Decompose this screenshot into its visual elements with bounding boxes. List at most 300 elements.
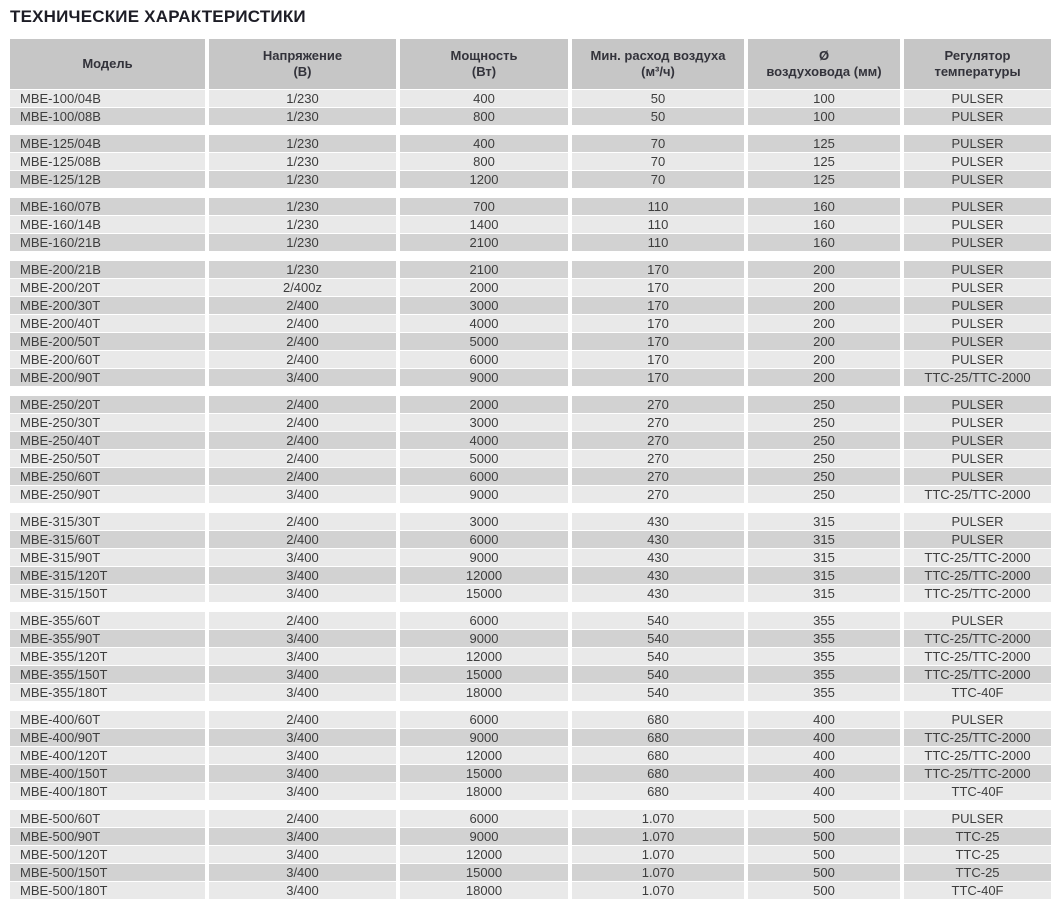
cell-model: MBE-250/50T [10,450,205,467]
cell-power: 15000 [400,585,568,602]
page-title: ТЕХНИЧЕСКИЕ ХАРАКТЕРИСТИКИ [10,7,306,26]
cell-model: MBE-400/150T [10,765,205,782]
cell-model: MBE-500/60T [10,810,205,827]
cell-airflow: 170 [572,279,744,296]
cell-airflow: 270 [572,414,744,431]
cell-duct: 355 [748,684,900,701]
cell-power: 6000 [400,810,568,827]
cell-model: MBE-500/180T [10,882,205,899]
cell-regulator: PULSER [904,711,1051,728]
cell-duct: 400 [748,783,900,800]
table-row [10,846,1051,863]
cell-regulator: TTC-25 [904,846,1051,863]
cell-model: MBE-250/40T [10,432,205,449]
table-row [10,747,1051,764]
cell-duct: 125 [748,135,900,152]
cell-voltage: 2/400 [209,432,396,449]
column-header-power-label2: (Вт) [471,64,497,79]
cell-duct: 250 [748,486,900,503]
cell-model: MBE-500/90T [10,828,205,845]
cell-voltage: 1/230 [209,135,396,152]
cell-duct: 500 [748,882,900,899]
cell-power: 1400 [400,216,568,233]
cell-power: 18000 [400,882,568,899]
cell-voltage: 2/400 [209,531,396,548]
cell-regulator: PULSER [904,198,1051,215]
cell-voltage: 2/400 [209,414,396,431]
cell-power: 9000 [400,486,568,503]
table-row [10,153,1051,170]
cell-voltage: 1/230 [209,108,396,125]
cell-airflow: 170 [572,369,744,386]
cell-power: 2000 [400,279,568,296]
cell-duct: 200 [748,279,900,296]
cell-voltage: 1/230 [209,171,396,188]
cell-airflow: 1.070 [572,846,744,863]
cell-regulator: PULSER [904,513,1051,530]
cell-duct: 400 [748,729,900,746]
column-header-duct-label: Ø [818,48,830,63]
table-row [10,549,1051,566]
cell-power: 3000 [400,414,568,431]
table-row [10,585,1051,602]
cell-airflow: 70 [572,153,744,170]
table-row [10,684,1051,701]
cell-power: 2000 [400,396,568,413]
cell-regulator: TTC-25/TTC-2000 [904,747,1051,764]
cell-regulator: PULSER [904,153,1051,170]
cell-voltage: 3/400 [209,864,396,881]
cell-power: 9000 [400,828,568,845]
cell-voltage: 3/400 [209,666,396,683]
table-row [10,765,1051,782]
cell-voltage: 2/400 [209,468,396,485]
cell-duct: 250 [748,414,900,431]
cell-duct: 250 [748,468,900,485]
cell-model: MBE-250/60T [10,468,205,485]
cell-model: MBE-315/150T [10,585,205,602]
cell-model: MBE-125/04B [10,135,205,152]
cell-duct: 100 [748,108,900,125]
column-header-regulator-label2: температуры [934,64,1021,79]
cell-duct: 125 [748,153,900,170]
cell-airflow: 680 [572,783,744,800]
cell-power: 12000 [400,747,568,764]
cell-model: MBE-125/12B [10,171,205,188]
cell-regulator: TTC-25/TTC-2000 [904,630,1051,647]
cell-airflow: 1.070 [572,828,744,845]
cell-voltage: 3/400 [209,567,396,584]
cell-regulator: PULSER [904,315,1051,332]
table-row [10,450,1051,467]
cell-duct: 315 [748,585,900,602]
cell-airflow: 170 [572,351,744,368]
cell-model: MBE-125/08B [10,153,205,170]
cell-power: 18000 [400,783,568,800]
cell-regulator: PULSER [904,333,1051,350]
cell-model: MBE-400/180T [10,783,205,800]
cell-power: 12000 [400,846,568,863]
cell-duct: 355 [748,612,900,629]
cell-power: 400 [400,135,568,152]
cell-model: MBE-315/30T [10,513,205,530]
table-row [10,666,1051,683]
cell-airflow: 110 [572,216,744,233]
cell-airflow: 50 [572,108,744,125]
cell-regulator: TTC-40F [904,783,1051,800]
cell-airflow: 70 [572,135,744,152]
cell-voltage: 3/400 [209,747,396,764]
cell-regulator: TTC-25/TTC-2000 [904,666,1051,683]
cell-regulator: TTC-25 [904,828,1051,845]
cell-regulator: TTC-25/TTC-2000 [904,486,1051,503]
cell-regulator: PULSER [904,234,1051,251]
cell-model: MBE-315/120T [10,567,205,584]
cell-duct: 250 [748,396,900,413]
specs-table [10,39,1051,899]
table-row [10,882,1051,899]
table-row [10,108,1051,125]
cell-duct: 160 [748,198,900,215]
table-row [10,783,1051,800]
cell-power: 6000 [400,612,568,629]
cell-duct: 500 [748,864,900,881]
cell-power: 400 [400,90,568,107]
cell-duct: 355 [748,630,900,647]
column-header-model [10,39,205,89]
cell-model: MBE-100/04B [10,90,205,107]
cell-voltage: 3/400 [209,486,396,503]
cell-voltage: 1/230 [209,153,396,170]
cell-voltage: 3/400 [209,549,396,566]
cell-duct: 400 [748,711,900,728]
cell-voltage: 1/230 [209,90,396,107]
cell-power: 3000 [400,297,568,314]
table-row [10,333,1051,350]
cell-power: 1200 [400,171,568,188]
cell-model: MBE-200/20T [10,279,205,296]
cell-duct: 200 [748,261,900,278]
cell-model: MBE-355/60T [10,612,205,629]
cell-duct: 500 [748,828,900,845]
table-row [10,432,1051,449]
cell-power: 12000 [400,648,568,665]
cell-regulator: PULSER [904,261,1051,278]
cell-airflow: 70 [572,171,744,188]
table-row [10,396,1051,413]
cell-airflow: 270 [572,486,744,503]
cell-power: 18000 [400,684,568,701]
cell-duct: 355 [748,648,900,665]
cell-model: MBE-200/60T [10,351,205,368]
cell-voltage: 3/400 [209,765,396,782]
cell-power: 3000 [400,513,568,530]
cell-voltage: 2/400 [209,513,396,530]
cell-regulator: PULSER [904,468,1051,485]
cell-model: MBE-500/120T [10,846,205,863]
cell-power: 6000 [400,531,568,548]
table-row [10,612,1051,629]
cell-duct: 500 [748,846,900,863]
cell-regulator: PULSER [904,396,1051,413]
cell-regulator: PULSER [904,414,1051,431]
column-header-duct [748,39,900,89]
cell-power: 800 [400,108,568,125]
cell-voltage: 3/400 [209,882,396,899]
cell-model: MBE-355/90T [10,630,205,647]
cell-duct: 500 [748,810,900,827]
cell-model: MBE-400/120T [10,747,205,764]
cell-duct: 315 [748,513,900,530]
cell-voltage: 1/230 [209,234,396,251]
table-row [10,369,1051,386]
column-header-voltage [209,39,396,89]
cell-regulator: PULSER [904,90,1051,107]
cell-airflow: 170 [572,333,744,350]
table-row [10,810,1051,827]
cell-voltage: 2/400 [209,612,396,629]
cell-model: MBE-200/30T [10,297,205,314]
cell-model: MBE-200/21B [10,261,205,278]
cell-regulator: PULSER [904,351,1051,368]
table-header [10,39,1051,89]
cell-power: 9000 [400,369,568,386]
cell-airflow: 430 [572,513,744,530]
cell-power: 9000 [400,630,568,647]
cell-duct: 315 [748,567,900,584]
cell-airflow: 540 [572,648,744,665]
cell-voltage: 3/400 [209,783,396,800]
table-row [10,414,1051,431]
column-header-regulator [904,39,1051,89]
column-header-duct-label2: воздуховода (мм) [766,64,882,79]
table-row [10,279,1051,296]
cell-power: 4000 [400,432,568,449]
cell-voltage: 2/400 [209,315,396,332]
cell-power: 2100 [400,234,568,251]
column-header-airflow [572,39,744,89]
cell-airflow: 1.070 [572,864,744,881]
cell-regulator: TTC-25 [904,864,1051,881]
cell-voltage: 2/400 [209,297,396,314]
column-header-regulator-label: Регулятор [944,48,1011,63]
cell-power: 2100 [400,261,568,278]
cell-power: 15000 [400,765,568,782]
cell-airflow: 170 [572,297,744,314]
cell-model: MBE-250/30T [10,414,205,431]
cell-model: MBE-160/07B [10,198,205,215]
cell-voltage: 1/230 [209,198,396,215]
cell-model: MBE-160/14B [10,216,205,233]
column-header-power-label: Мощность [450,48,518,63]
cell-duct: 250 [748,450,900,467]
cell-power: 9000 [400,549,568,566]
cell-voltage: 2/400z [209,279,396,296]
cell-model: MBE-200/50T [10,333,205,350]
cell-duct: 200 [748,369,900,386]
cell-regulator: PULSER [904,135,1051,152]
cell-power: 5000 [400,333,568,350]
cell-airflow: 430 [572,567,744,584]
cell-model: MBE-315/60T [10,531,205,548]
cell-duct: 200 [748,297,900,314]
cell-voltage: 2/400 [209,351,396,368]
cell-airflow: 1.070 [572,882,744,899]
table-body [10,90,1051,899]
cell-airflow: 680 [572,711,744,728]
cell-duct: 160 [748,216,900,233]
cell-voltage: 3/400 [209,630,396,647]
table-row [10,630,1051,647]
cell-power: 15000 [400,864,568,881]
table-row [10,864,1051,881]
cell-voltage: 3/400 [209,369,396,386]
cell-duct: 400 [748,747,900,764]
cell-airflow: 430 [572,531,744,548]
table-row [10,216,1051,233]
cell-model: MBE-200/90T [10,369,205,386]
cell-regulator: TTC-25/TTC-2000 [904,585,1051,602]
cell-airflow: 540 [572,612,744,629]
cell-model: MBE-355/180T [10,684,205,701]
cell-duct: 160 [748,234,900,251]
cell-power: 4000 [400,315,568,332]
table-row [10,351,1051,368]
cell-model: MBE-355/150T [10,666,205,683]
table-row [10,711,1051,728]
cell-duct: 100 [748,90,900,107]
cell-airflow: 50 [572,90,744,107]
cell-regulator: PULSER [904,297,1051,314]
table-row [10,828,1051,845]
cell-duct: 250 [748,432,900,449]
cell-duct: 200 [748,351,900,368]
cell-airflow: 270 [572,396,744,413]
table-row [10,729,1051,746]
cell-airflow: 170 [572,261,744,278]
cell-model: MBE-400/60T [10,711,205,728]
cell-regulator: TTC-25/TTC-2000 [904,765,1051,782]
cell-duct: 315 [748,549,900,566]
cell-power: 5000 [400,450,568,467]
cell-model: MBE-355/120T [10,648,205,665]
table-row [10,297,1051,314]
cell-model: MBE-315/90T [10,549,205,566]
cell-power: 6000 [400,468,568,485]
cell-duct: 125 [748,171,900,188]
table-row [10,567,1051,584]
cell-power: 6000 [400,711,568,728]
cell-duct: 315 [748,531,900,548]
cell-airflow: 270 [572,450,744,467]
cell-regulator: TTC-25/TTC-2000 [904,567,1051,584]
cell-airflow: 430 [572,549,744,566]
cell-model: MBE-500/150T [10,864,205,881]
cell-duct: 355 [748,666,900,683]
cell-voltage: 2/400 [209,396,396,413]
cell-regulator: TTC-40F [904,684,1051,701]
cell-voltage: 3/400 [209,729,396,746]
column-header-power [400,39,568,89]
cell-regulator: PULSER [904,531,1051,548]
cell-airflow: 680 [572,729,744,746]
cell-voltage: 2/400 [209,711,396,728]
cell-airflow: 680 [572,747,744,764]
cell-regulator: PULSER [904,450,1051,467]
table-row [10,135,1051,152]
cell-model: MBE-100/08B [10,108,205,125]
cell-regulator: PULSER [904,432,1051,449]
cell-model: MBE-250/20T [10,396,205,413]
cell-regulator: TTC-25/TTC-2000 [904,729,1051,746]
cell-airflow: 270 [572,432,744,449]
column-header-airflow-label: Мин. расход воздуха [590,48,726,63]
cell-voltage: 2/400 [209,810,396,827]
cell-model: MBE-250/90T [10,486,205,503]
table-row [10,171,1051,188]
cell-airflow: 540 [572,630,744,647]
table-row [10,234,1051,251]
cell-regulator: TTC-25/TTC-2000 [904,549,1051,566]
table-row [10,198,1051,215]
cell-duct: 200 [748,333,900,350]
cell-regulator: TTC-40F [904,882,1051,899]
table-row [10,468,1051,485]
cell-regulator: TTC-25/TTC-2000 [904,648,1051,665]
cell-voltage: 2/400 [209,450,396,467]
table-row [10,531,1051,548]
cell-power: 15000 [400,666,568,683]
table-row [10,486,1051,503]
cell-power: 12000 [400,567,568,584]
cell-power: 6000 [400,351,568,368]
cell-airflow: 170 [572,315,744,332]
table-row [10,513,1051,530]
cell-regulator: PULSER [904,612,1051,629]
cell-airflow: 430 [572,585,744,602]
cell-regulator: PULSER [904,108,1051,125]
cell-airflow: 110 [572,198,744,215]
cell-regulator: TTC-25/TTC-2000 [904,369,1051,386]
table-row [10,90,1051,107]
cell-regulator: PULSER [904,279,1051,296]
cell-model: MBE-400/90T [10,729,205,746]
cell-duct: 400 [748,765,900,782]
table-row [10,315,1051,332]
table-row [10,648,1051,665]
cell-airflow: 1.070 [572,810,744,827]
column-header-voltage-label: Напряжение [262,48,343,63]
column-header-airflow-label2: (м³/ч) [641,64,675,79]
cell-voltage: 1/230 [209,261,396,278]
cell-model: MBE-160/21B [10,234,205,251]
cell-power: 700 [400,198,568,215]
cell-regulator: PULSER [904,171,1051,188]
cell-airflow: 540 [572,666,744,683]
cell-regulator: PULSER [904,216,1051,233]
cell-power: 800 [400,153,568,170]
column-header-model-label: Модель [82,56,133,71]
cell-voltage: 1/230 [209,216,396,233]
cell-voltage: 3/400 [209,648,396,665]
cell-regulator: PULSER [904,810,1051,827]
cell-airflow: 110 [572,234,744,251]
table-row [10,261,1051,278]
cell-voltage: 3/400 [209,684,396,701]
cell-airflow: 540 [572,684,744,701]
cell-duct: 200 [748,315,900,332]
cell-voltage: 3/400 [209,846,396,863]
